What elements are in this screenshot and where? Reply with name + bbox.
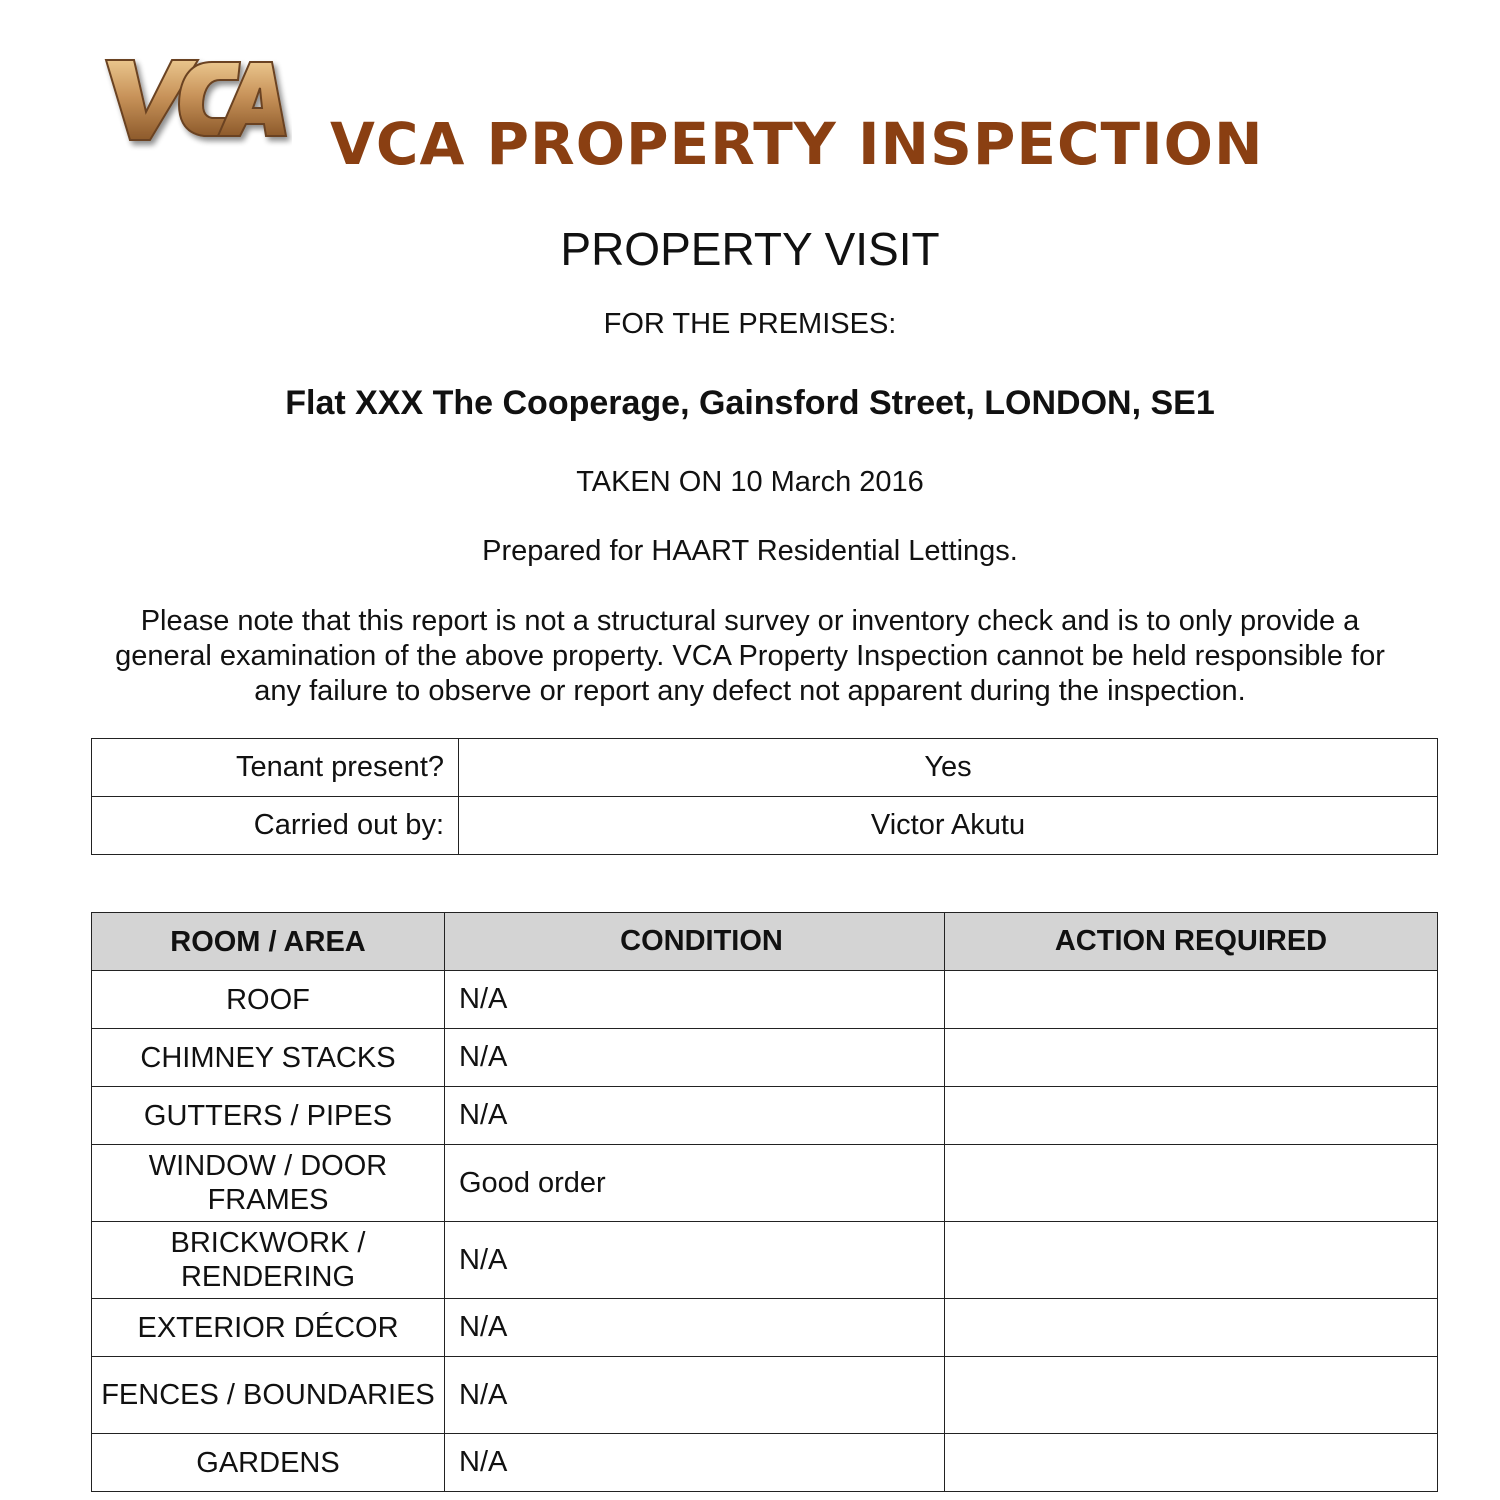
action-cell [945, 1222, 1438, 1299]
condition-cell: N/A [445, 1357, 945, 1434]
room-area-cell: ROOF [92, 971, 445, 1029]
room-condition-table [91, 912, 1438, 1492]
room-area-cell: WINDOW / DOOR FRAMES [92, 1145, 445, 1222]
table-row [92, 1222, 1438, 1299]
table-header-row [92, 913, 1438, 971]
table-row [92, 1087, 1438, 1145]
table-row [92, 1029, 1438, 1087]
condition-cell: N/A [445, 1222, 945, 1299]
table-row [92, 971, 1438, 1029]
action-cell [945, 1434, 1438, 1492]
condition-cell: Good order [445, 1145, 945, 1222]
table-row [92, 1145, 1438, 1222]
table-row [92, 1434, 1438, 1492]
action-cell [945, 1087, 1438, 1145]
condition-cell: N/A [445, 1029, 945, 1087]
tenant-present-value: Yes [459, 739, 1438, 797]
condition-cell: N/A [445, 971, 945, 1029]
main-title: VCA PROPERTY INSPECTION [330, 110, 1264, 178]
table-row [92, 797, 1438, 855]
condition-cell: N/A [445, 1299, 945, 1357]
room-area-cell: CHIMNEY STACKS [92, 1029, 445, 1087]
column-header-condition: CONDITION [445, 913, 945, 971]
property-address: Flat XXX The Cooperage, Gainsford Street, LONDON, SE1 [285, 384, 1215, 422]
column-header-room: ROOM / AREA [92, 913, 445, 971]
inspection-date: TAKEN ON 10 March 2016 [576, 466, 924, 498]
table-row [92, 1299, 1438, 1357]
tenant-present-label: Tenant present? [92, 739, 459, 797]
action-cell [945, 1029, 1438, 1087]
column-header-action: ACTION REQUIRED [945, 913, 1438, 971]
table-row [92, 739, 1438, 797]
disclaimer-text: Please note that this report is not a structural survey or inventory check and is to only provide a general examination of the above property. VCA Property Inspection cannot be held responsible for any failure to observe or report any defect not apparent during the inspection. [115, 605, 1385, 707]
room-area-cell: GUTTERS / PIPES [92, 1087, 445, 1145]
condition-cell: N/A [445, 1087, 945, 1145]
room-area-cell: GARDENS [92, 1434, 445, 1492]
action-cell [945, 971, 1438, 1029]
condition-cell: N/A [445, 1434, 945, 1492]
carried-out-by-label: Carried out by: [92, 797, 459, 855]
table-row [92, 1357, 1438, 1434]
room-area-cell: BRICKWORK / RENDERING [92, 1222, 445, 1299]
action-cell [945, 1145, 1438, 1222]
carried-out-by-value: Victor Akutu [459, 797, 1438, 855]
prepared-for: Prepared for HAART Residential Lettings. [482, 535, 1018, 567]
room-area-cell: EXTERIOR DÉCOR [92, 1299, 445, 1357]
visit-title: PROPERTY VISIT [560, 223, 940, 275]
action-cell [945, 1357, 1438, 1434]
visit-info-table [91, 738, 1438, 855]
action-cell [945, 1299, 1438, 1357]
premises-label: FOR THE PREMISES: [603, 308, 897, 340]
vca-logo [100, 46, 292, 154]
room-area-cell: FENCES / BOUNDARIES [92, 1357, 445, 1434]
